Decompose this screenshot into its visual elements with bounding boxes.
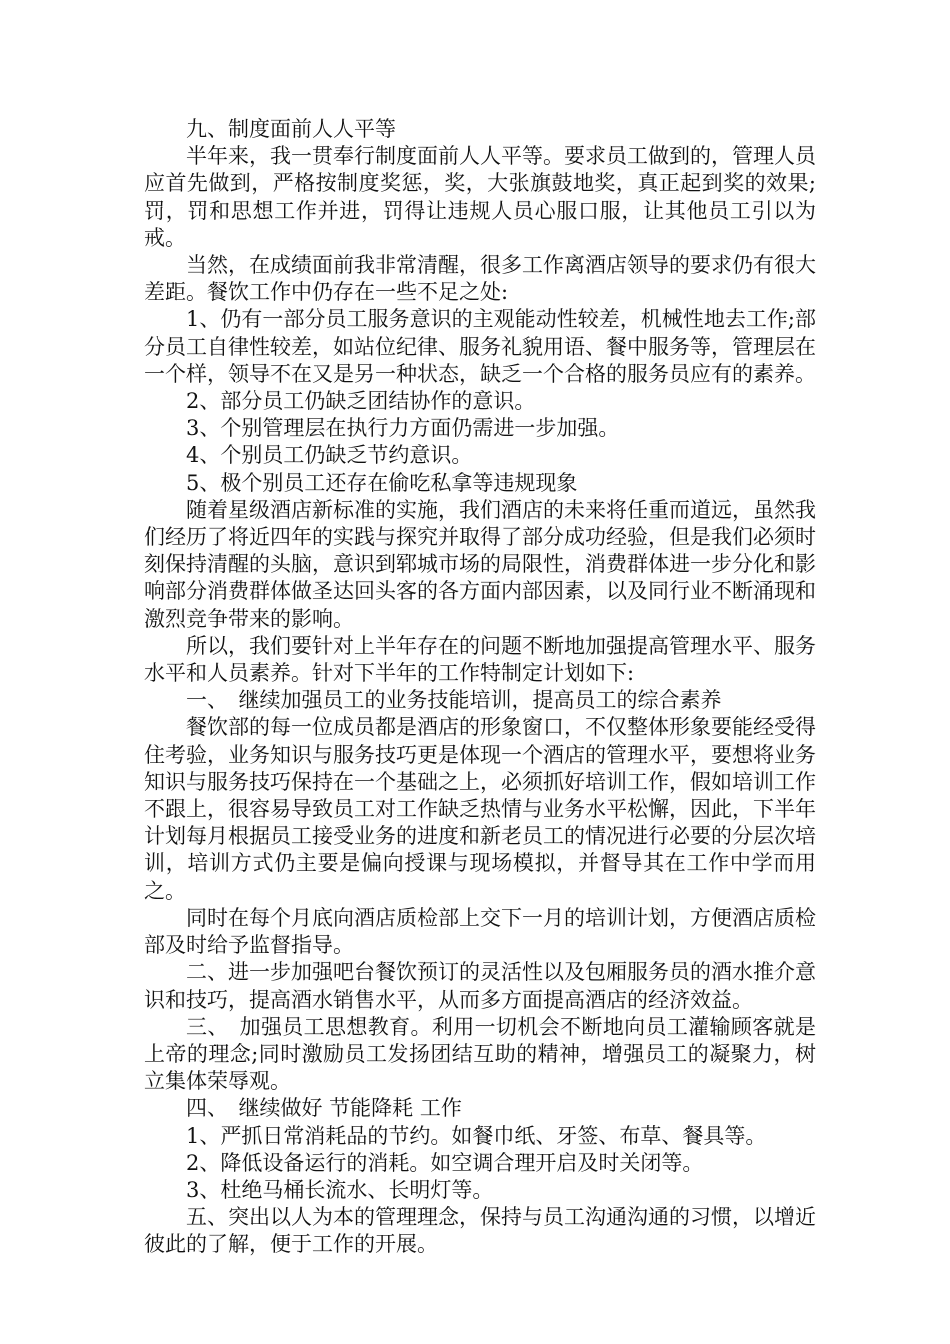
paragraph: 当然，在成绩面前我非常清醒，很多工作离酒店领导的要求仍有很大差距。餐饮工作中仍存在一些不足之处:	[144, 253, 816, 305]
list-item: 2、部分员工仍缺乏团结协作的意识。	[186, 389, 536, 414]
document-body	[144, 116, 816, 1259]
list-item: 1、严抓日常消耗品的节约。如餐巾纸、牙签、布草、餐具等。	[186, 1123, 767, 1148]
list-item: 1、仍有一部分员工服务意识的主观能动性较差，机械性地去工作;部分员工自律性较差，如站位纪律、服务礼貌用语、餐中服务等，管理层在一个样，领导不在又是另一种状态，缺乏一个合格的服务员应有的素养。	[144, 307, 816, 386]
paragraph: 同时在每个月底向酒店质检部上交下一月的培训计划，方便酒店质检部及时给予监督指导。	[144, 905, 816, 958]
paragraph: 餐饮部的每一位成员都是酒店的形象窗口，不仅整体形象要能经受得住考验，业务知识与服务技巧更是体现一个酒店的管理水平，要想将业务知识与服务技巧保持在一个基础之上，必须抓好培训工作，假如培训工作不跟上，很容易导致员工对工作缺乏热情与业务水平松懈，因此，下半年计划每月根据员工接受业务的进度和新老员工的情况进行必要的分层次培训，培训方式仍主要是偏向授课与现场模拟，并督导其在工作中学而用之。	[144, 715, 816, 903]
list-item: 5、极个别员工还存在偷吃私拿等违规现象	[186, 470, 578, 495]
list-item: 3、个别管理层在执行力方面仍需进一步加强。	[186, 416, 620, 441]
list-item: 4、个别员工仍缺乏节约意识。	[186, 443, 473, 468]
plan-item-2: 二、进一步加强吧台餐饮预订的灵活性以及包厢服务员的酒水推介意识和技巧，提高酒水销售水平，从而多方面提高酒店的经济效益。	[144, 960, 816, 1012]
list-item: 2、降低设备运行的消耗。如空调合理开启及时关闭等。	[186, 1150, 704, 1175]
plan-heading-4: 四、 继续做好 节能降耗 工作	[186, 1096, 462, 1121]
plan-item-3: 三、 加强员工思想教育。利用一切机会不断地向员工灌输顾客就是上帝的理念;同时激励员工发扬团结互助的精神，增强员工的凝聚力，树立集体荣辱观。	[144, 1014, 816, 1094]
list-item: 3、杜绝马桶长流水、长明灯等。	[186, 1177, 494, 1202]
paragraph: 半年来，我一贯奉行制度面前人人平等。要求员工做到的，管理人员应首先做到，严格按制度奖惩，奖，大张旗鼓地奖，真正起到奖的效果;罚，罚和思想工作并进，罚得让违规人员心服口服，让其他员工引以为戒。	[144, 144, 816, 250]
plan-item-5: 五、突出以人为本的管理理念，保持与员工沟通沟通的习惯，以增近彼此的了解，便于工作的开展。	[144, 1205, 816, 1257]
plan-heading-1: 一、 继续加强员工的业务技能培训，提高员工的综合素养	[186, 688, 722, 713]
paragraph: 随着星级酒店新标准的实施，我们酒店的未来将任重而道远，虽然我们经历了将近四年的实践与探究并取得了部分成功经验，但是我们必须时刻保持清醒的头脑，意识到郓城市场的局限性，消费群体进一步分化和影响部分消费群体做圣达回头客的各方面内部因素，以及同行业不断涌现和激烈竞争带来的影响。	[144, 497, 816, 631]
section-heading-9: 九、制度面前人人平等	[186, 117, 396, 141]
paragraph: 所以，我们要针对上半年存在的问题不断地加强提高管理水平、服务水平和人员素养。针对下半年的工作特制定计划如下:	[144, 633, 816, 686]
